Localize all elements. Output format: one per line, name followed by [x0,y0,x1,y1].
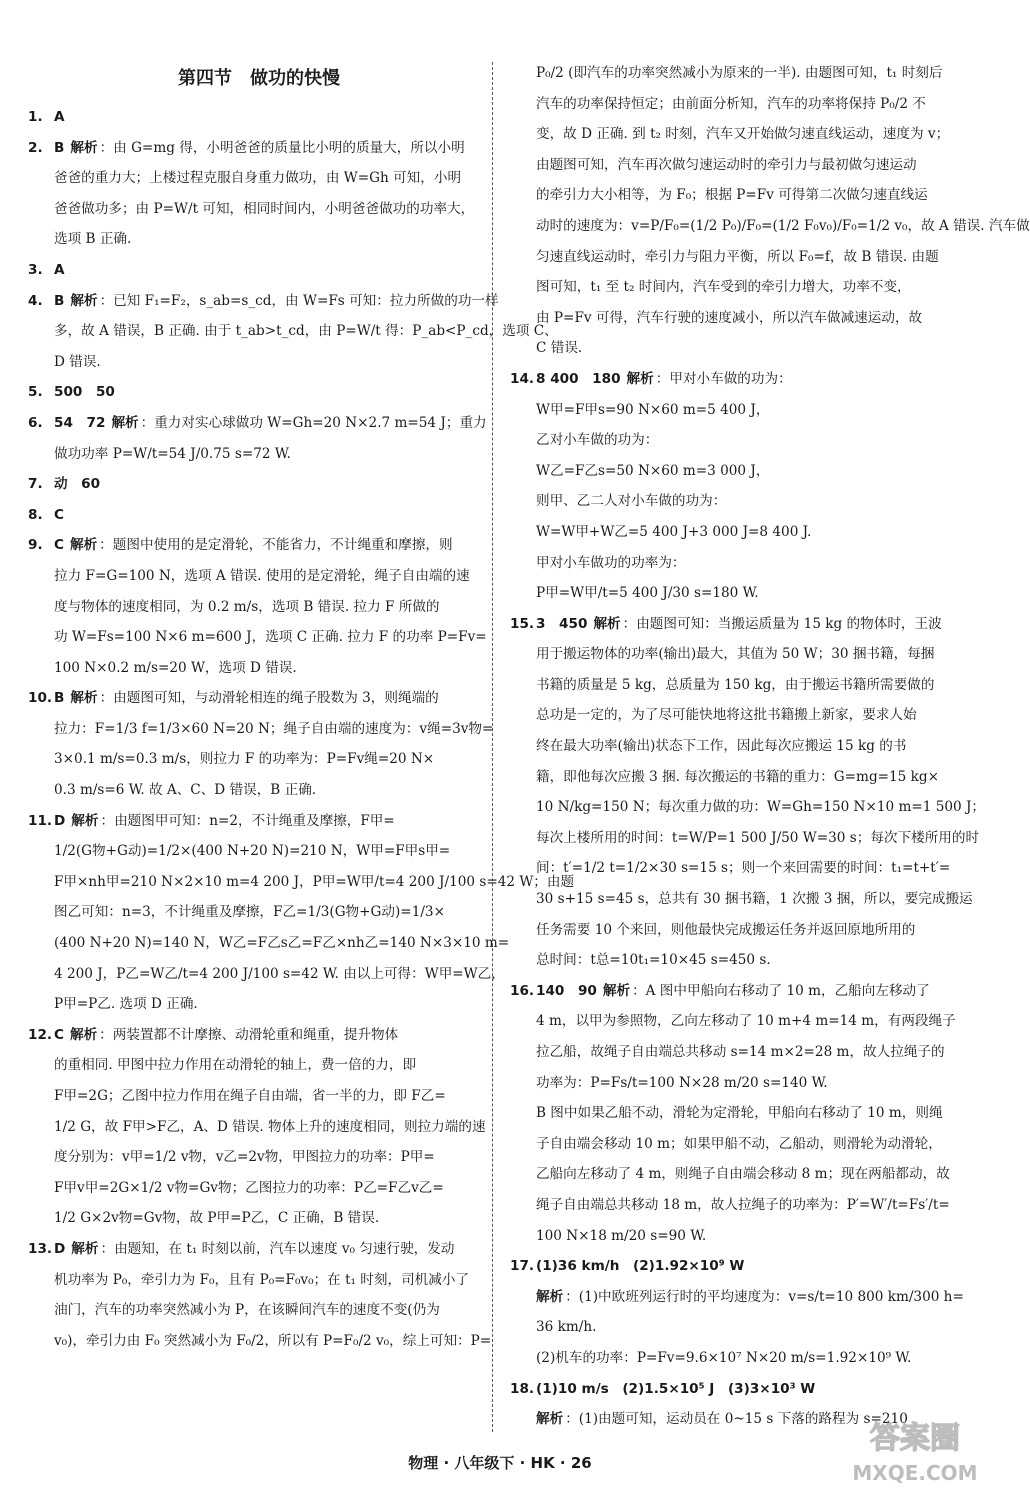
answer-item [510,58,1030,364]
question-number: 18. [510,1380,535,1397]
analysis-tag: 解析 [70,139,98,156]
analysis-tag: 解析 [70,292,98,309]
analysis-colon: ： [99,1026,113,1043]
analysis-tag: 解析 [70,690,98,707]
explanation-line: 甲对小车做功的功率为： [536,554,686,571]
explanation-line: 籍，即他每次应搬 3 捆. 每次搬运的书籍的重力：G=mg=15 kg× [536,768,939,785]
explanation-line: 任务需要 10 个来回，则他最快完成搬运任务并返回原地所用的 [536,921,916,938]
explanation-line: P甲=W甲/t=5 400 J/30 s=180 W. [536,585,759,602]
explanation-line: 爸爸的重力大；上楼过程克服自身重力做功，由 W=Gh 可知，小明 [54,170,462,187]
explanation-line: 1/2 G×2v物=Gv物，故 P甲=P乙，C 正确，B 错误. [54,1210,380,1227]
answer-item [28,683,494,805]
analysis-tag: 解析 [602,982,631,999]
explanation-line: P甲=P乙. 选项 D 正确. [54,996,198,1013]
explanation-line: 用于搬运物体的功率(输出)最大，其值为 50 W；30 捆书籍，每捆 [536,646,935,663]
explanation-line: F甲×nh甲=210 N×2×10 m=4 200 J，P甲=W甲/t=4 200 J/100 s=42 W；由题 [54,873,575,890]
explanation-line: W甲=F甲s=90 N×60 m=5 400 J， [536,401,770,418]
explanation-line: P₀/2 (即汽车的功率突然减小为原来的一半). 由题图可知，t₁ 时刻后 [536,65,943,81]
explanation-line: W乙=F乙s=50 N×60 m=3 000 J， [536,462,770,479]
answer-item [28,255,490,286]
explanation-line: 的重相同. 甲图中拉力作用在动滑轮的轴上，费一倍的力，即 [54,1057,417,1074]
question-number: 5. [28,384,43,401]
explanation-line: 度与物体的速度相同，为 0.2 m/s，选项 B 错误. 拉力 F 所做的 [54,598,440,615]
answer-item [28,102,490,133]
page-footer: 物理 · 八年级下 · HK · 26 [408,1454,592,1472]
answer-item [28,286,558,378]
explanation-line: 变，故 D 正确. 到 t₂ 时刻，汽车又开始做匀速直线运动，速度为 v； [536,126,950,143]
question-number: 9. [28,537,43,554]
answer-value: A [54,261,65,278]
explanation-line: 总功是一定的，为了尽可能快地将这批书籍搬上新家，要求人始 [536,707,917,724]
explanation-line: 0.3 m/s=6 W. 故 A、C、D 错误，B 正确. [54,782,317,799]
explanation-line: 乙对小车做的功为： [536,432,659,449]
explanation-line: 爸爸做功多；由 P=W/t 可知，相同时间内，小明爸爸做功的功率大， [54,200,475,217]
explanation-line: W=W甲+W乙=5 400 J+3 000 J=8 400 J. [536,523,812,540]
explanation-line: 图可知，t₁ 至 t₂ 时间内，汽车受到的牵引力增大，功率不变， [536,279,911,296]
question-number: 13. [28,1240,53,1257]
explanation-line: 由题知，在 t₁ 时刻以前，汽车以速度 v₀ 匀速行驶，发动 [114,1240,455,1257]
explanation-line: 100 N×18 m/20 s=90 W. [536,1227,707,1244]
question-number: 8. [28,506,43,523]
explanation-line: 做功功率 P=W/t=54 J/0.75 s=72 W. [54,445,291,462]
explanation-line: 度分别为：v甲=1/2 v物，v乙=2v物，甲图拉力的功率：P甲= [54,1149,435,1166]
answer-item [28,1234,490,1356]
analysis-colon: ： [655,370,670,387]
explanation-line: (1)中欧班列运行时的平均速度为：v=s/t=10 800 km/300 h= [578,1288,964,1305]
question-number: 17. [510,1258,535,1275]
watermark-logo [840,1408,990,1488]
answer-item [28,1020,490,1234]
analysis-tag: 解析 [536,1288,564,1305]
answer-item [510,364,972,609]
analysis-tag: 解析 [536,1411,564,1428]
explanation-line: 两装置都不计摩擦、动滑轮重和绳重，提升物体 [112,1026,399,1043]
column-divider [492,62,493,1432]
answer-value: 8 400 180 [536,370,621,387]
answer-value: (1)36 km/h (2)1.92×10⁹ W [536,1258,745,1275]
explanation-line: 的牵引力大小相等，为 F₀；根据 P=Fv 可得第二次做匀速直线运 [536,187,928,204]
explanation-line: 拉力：F=1/3 f=1/3×60 N=20 N；绳子自由端的速度为：v绳=3v物= [54,720,494,737]
question-number: 1. [28,109,43,125]
question-number: 7. [28,476,43,493]
explanation-line: 动时的速度为：v=P/F₀=(1/2 P₀)/F₀=(1/2 F₀v₀)/F₀=1/2 v₀，故 A 错误. 汽车做 [536,217,1030,234]
right-column [510,58,1030,1435]
answer-item [28,469,490,500]
question-number: 14. [510,370,535,387]
explanation-line: F甲v甲=2G×1/2 v物=Gv物；乙图拉力的功率：P乙=F乙v乙= [54,1179,444,1196]
explanation-line: 选项 B 正确. [54,231,132,248]
section-title: 第四节 做功的快慢 [178,68,340,89]
answer-value: (1)10 m/s (2)1.5×10⁵ J (3)3×10³ W [536,1380,816,1397]
explanation-line: 由题图可知：当搬运质量为 15 kg 的物体时，王波 [636,615,942,632]
analysis-tag: 解析 [69,1026,98,1043]
explanation-line: 1/2(G物+G动)=1/2×(400 N+20 N)=210 N，W甲=F甲s甲= [54,843,451,860]
explanation-line: (1)由题可知，运动员在 0~15 s 下落的路程为 s=210 [578,1411,908,1428]
explanation-line: 汽车的功率保持恒定；由前面分析知，汽车的功率将保持 P₀/2 不 [536,95,926,112]
answer-item [510,609,986,976]
answer-value: 动 60 [54,476,101,493]
answer-value: 3 450 [536,615,588,632]
analysis-tag: 解析 [71,1240,99,1257]
answer-item [510,1374,972,1405]
answer-value: B [54,292,65,309]
answer-value: A [54,109,65,125]
explanation-line: 10 N/kg=150 N；每次重力做的功：W=Gh=150 N×10 m=1 500 J； [536,799,986,816]
question-number: 10. [28,690,53,707]
explanation-line: 36 km/h. [536,1319,597,1336]
answer-item [510,976,972,1251]
explanation-line: 由 P=Fv 可得，汽车行驶的速度减小，所以汽车做减速运动，故 [536,309,923,326]
analysis-tag: 解析 [626,370,654,387]
explanation-line: 拉乙船，故绳子自由端总共移动 s=14 m×2=28 m，故人拉绳子的 [536,1044,945,1060]
answer-item [510,1251,972,1282]
explanation-line: (2)机车的功率：P=Fv=9.6×10⁷ N×20 m/s=1.92×10⁹ W. [536,1349,912,1366]
explanation-line: 图乙可知：n=3，不计绳重及摩擦，F乙=1/3(G物+G动)=1/3× [54,904,445,921]
answer-value: 140 90 [536,982,597,999]
answer-value: B [54,139,65,156]
explanation-line: 终在最大功率(输出)状态下工作，因此每次应搬运 15 kg 的书 [536,738,907,755]
explanation-line: 子自由端会移动 10 m；如果甲船不动，乙船动，则滑轮为动滑轮， [536,1135,942,1152]
question-number: 12. [28,1026,53,1043]
explanation-line: 功率为：P=Fs/t=100 N×28 m/20 s=140 W. [536,1074,828,1091]
explanation-line: 重力对实心球做功 W=Gh=20 N×2.7 m=54 J；重力 [154,414,487,431]
explanation-line: 书籍的质量是 5 kg，总质量为 150 kg，由于搬运书籍所需要做的 [536,676,935,693]
explanation-line: 4 200 J，P乙=W乙/t=4 200 J/100 s=42 W. 由以上可得：W甲=W乙， [54,965,505,982]
analysis-colon: ： [100,1240,115,1257]
explanation-line: 间：t′=1/2 t=1/2×30 s=15 s；则一个来回需要的时间：t₁=t+t′= [536,860,951,877]
explanation-line: 1/2 G，故 F甲>F乙，A、D 错误. 物体上升的速度相同，则拉力端的速 [54,1118,486,1135]
explanation-line: 题图中使用的是定滑轮，不能省力，不计绳重和摩擦，则 [112,537,453,554]
analysis-colon: ： [99,690,114,707]
analysis-colon: ： [632,982,646,999]
answer-value: B [54,690,65,707]
question-number: 3. [28,261,43,278]
explanation-line: 4 m，以甲为参照物，乙向左移动了 10 m+4 m=14 m，有两段绳子 [536,1013,956,1030]
explanation-line: (400 N+20 N)=140 N，W乙=F乙s乙=F乙×nh乙=140 N×3×10 m= [54,935,510,952]
explanation-line: 绳子自由端总共移动 18 m，故人拉绳子的功率为：P′=W′/t=Fs′/t= [536,1196,950,1213]
question-number: 6. [28,414,43,431]
explanation-line: 甲对小车做的功为： [669,370,792,387]
explanation-line: 30 s+15 s=45 s，总共有 30 捆书籍，1 次搬 3 捆，所以，要完成搬运 [536,891,973,908]
explanation-line: v₀)，牵引力由 F₀ 突然减小为 F₀/2，所以有 P=F₀/2 v₀，综上可知：P= [54,1332,492,1349]
answer-value: 500 50 [54,384,115,401]
analysis-colon: ： [140,414,155,431]
explanation-line: A 图中甲船向右移动了 10 m，乙船向左移动了 [645,982,930,999]
explanation-line: 100 N×0.2 m/s=20 W，选项 D 错误. [54,659,297,676]
explanation-line: 机功率为 P₀，牵引力为 F₀，且有 P₀=F₀v₀；在 t₁ 时刻，司机减小了 [54,1271,470,1288]
explanation-line: C 错误. [536,340,583,357]
answer-value: C [54,537,64,554]
question-number: 11. [28,812,53,829]
explanation-line: 已知 F₁=F₂，s_ab=s_cd，由 W=Fs 可知：拉力所做的功一样 [113,292,499,309]
watermark-url: MXQE.COM [852,1461,978,1485]
explanation-line: 3×0.1 m/s=0.3 m/s，则拉力 F 的功率为：P=Fv绳=20 N× [54,751,435,768]
explanation-line: 由题图可知，与动滑轮相连的绳子股数为 3，则绳端的 [113,690,439,707]
explanation-line: 则甲、乙二人对小车做的功为： [536,493,727,510]
analysis-tag: 解析 [71,812,99,829]
explanation-line: 功 W=Fs=100 N×6 m=600 J，选项 C 正确. 拉力 F 的功率 P=Fv= [54,629,487,646]
explanation-line: 匀速直线运动时，牵引力与阻力平衡，所以 F₀=f，故 B 错误. 由题 [536,248,939,265]
analysis-colon: ： [565,1288,579,1305]
analysis-colon: ： [99,139,114,156]
answer-value: C [54,506,64,523]
explanation-line: 多，故 A 错误，B 正确. 由于 t_ab>t_cd，由 P=W/t 得：P_ab<P_cd，选项 C、 [54,323,558,340]
answer-item [28,500,490,531]
analysis-tag: 解析 [111,414,139,431]
explanation-line: 由题图甲可知：n=2，不计绳重及摩擦，F甲= [114,812,395,829]
question-number: 16. [510,982,535,999]
answer-value: 54 72 [54,414,106,431]
question-number: 2. [28,139,43,156]
explanation-line: 由题图可知，汽车再次做匀速运动时的牵引力与最初做匀速运动 [536,156,917,173]
explanation-line: 拉力 F=G=100 N，选项 A 错误. 使用的是定滑轮，绳子自由端的速 [54,567,470,584]
analysis-colon: ： [99,537,113,554]
answer-item [28,408,490,469]
analysis-tag: 解析 [69,537,98,554]
answer-value: D [54,1240,66,1257]
answer-item [28,133,490,255]
question-number: 4. [28,292,43,309]
analysis-colon: ： [100,812,115,829]
explanation-line: 乙船向左移动了 4 m，则绳子自由端会移动 8 m；现在两船都动，故 [536,1166,950,1183]
explanation-line: F甲=2G；乙图中拉力作用在绳子自由端，省一半的力，即 F乙= [54,1088,446,1104]
explanation-line: B 图中如果乙船不动，滑轮为定滑轮，甲船向右移动了 10 m，则绳 [536,1105,943,1122]
watermark-text: 答案圈 [870,1421,960,1456]
explanation-line: 油门，汽车的功率突然减小为 P，在该瞬间汽车的速度不变(仍为 [54,1302,440,1319]
answer-value: D [54,812,66,829]
question-number: 15. [510,615,535,632]
explanation-line: 总时间：t总=10t₁=10×45 s=450 s. [536,952,771,969]
answer-value: C [54,1026,64,1043]
analysis-colon: ： [99,292,114,309]
explanation-line: 每次上楼所用的时间：t=W/P=1 500 J/50 W=30 s；每次下楼所用的时 [536,829,980,846]
answer-item [28,377,490,408]
analysis-colon: ： [622,615,637,632]
analysis-colon: ： [565,1411,579,1428]
analysis-tag: 解析 [593,615,621,632]
explanation-line: D 错误. [54,353,101,370]
explanation-line: 由 G=mg 得，小明爸爸的质量比小明的质量大，所以小明 [113,139,465,156]
answer-item [28,530,490,683]
answer-item [510,1282,972,1374]
